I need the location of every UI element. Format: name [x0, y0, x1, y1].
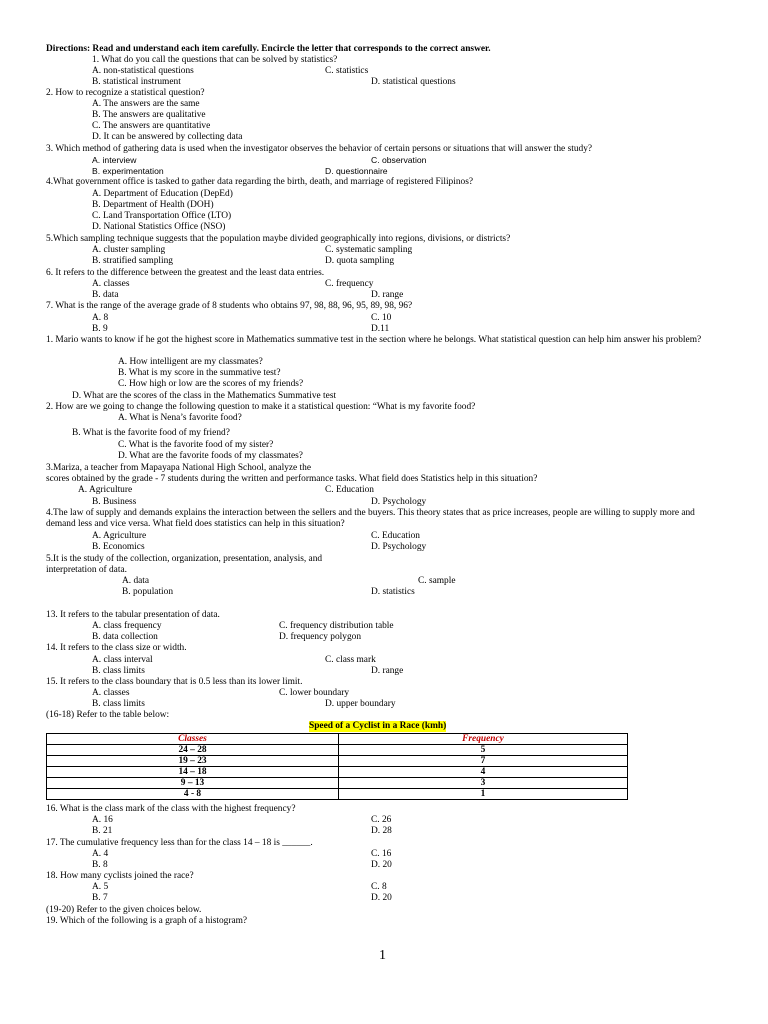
- question-text: 7. What is the range of the average grade of 8 students who obtains 97, 98, 88, 96, 95, 89, 98, 96?: [46, 301, 413, 311]
- question-text: (16-18) Refer to the table below:: [46, 710, 170, 720]
- choice: C. sample: [418, 576, 456, 586]
- choice: C. Education: [325, 485, 374, 495]
- choice: B. 7: [92, 893, 108, 903]
- choice: B. class limits: [92, 666, 145, 676]
- class-cell: 14 – 18: [47, 767, 339, 778]
- choice: B. experimentation: [92, 166, 164, 176]
- choice: D. 20: [371, 893, 392, 903]
- choice: B. What is my score in the summative test?: [118, 368, 281, 378]
- choice: C. The answers are quantitative: [92, 121, 211, 131]
- question-text: 3.Mariza, a teacher from Mapayapa National High School, analyze the: [46, 463, 311, 473]
- choice: B. statistical instrument: [92, 77, 181, 87]
- question-text: 2. How to recognize a statistical question?: [46, 88, 205, 98]
- choice: A. classes: [92, 688, 130, 698]
- choice: A. class frequency: [92, 621, 162, 631]
- choice: B. stratified sampling: [92, 256, 173, 266]
- choice: B. The answers are qualitative: [92, 110, 206, 120]
- frequency-cell: 4: [339, 767, 628, 778]
- question-text: 3. Which method of gathering data is used when the investigator observes the behavior of certain persons or situations that will answer the study?: [46, 144, 593, 154]
- choice: D. National Statistics Office (NSO): [92, 222, 226, 232]
- choice: A. Agriculture: [78, 485, 133, 495]
- frequency-table: [46, 733, 628, 800]
- class-cell: 9 – 13: [47, 778, 339, 789]
- choice: C. frequency: [325, 279, 374, 289]
- table-title: Speed of a Cyclist in a Race (kmh): [309, 721, 447, 731]
- choice: D. statistical questions: [371, 77, 456, 87]
- question-text: 18. How many cyclists joined the race?: [46, 871, 194, 881]
- choice: A. The answers are the same: [92, 99, 200, 109]
- choice: D. What are the favorite foods of my classmates?: [118, 451, 303, 461]
- choice: D. range: [371, 290, 404, 300]
- choice: D. frequency polygon: [279, 632, 362, 642]
- question-text: 1. What do you call the questions that can be solved by statistics?: [92, 55, 338, 65]
- question-text: 19. Which of the following is a graph of a histogram?: [46, 916, 248, 926]
- frequency-cell: 3: [339, 778, 628, 789]
- table-row: [47, 789, 628, 800]
- choice: D. It can be answered by collecting data: [92, 132, 243, 142]
- choice: B. Department of Health (DOH): [92, 200, 214, 210]
- column-header-classes: Classes: [47, 734, 339, 745]
- question-text: 2. How are we going to change the following question to make it a statistical question: “What is my favorite food?: [46, 402, 476, 412]
- choice: D. Psychology: [371, 497, 427, 507]
- frequency-cell: 7: [339, 756, 628, 767]
- choice: C. frequency distribution table: [279, 621, 394, 631]
- choice: D. Psychology: [371, 542, 427, 552]
- choice: B. What is the favorite food of my friend?: [72, 428, 230, 438]
- question-text: 5.Which sampling technique suggests that the population maybe divided geographically into regions, divisions, or districts?: [46, 234, 511, 244]
- choice: D. 28: [371, 826, 392, 836]
- choice: A. How intelligent are my classmates?: [118, 357, 263, 367]
- choice: C. statistics: [325, 66, 369, 76]
- choice: A. 16: [92, 815, 113, 825]
- question-text: 15. It refers to the class boundary that is 0.5 less than its lower limit.: [46, 677, 303, 687]
- choice: B. data collection: [92, 632, 158, 642]
- question-text: 17. The cumulative frequency less than for the class 14 – 18 is ______.: [46, 838, 313, 848]
- choice: C. class mark: [325, 655, 376, 665]
- class-cell: 4 - 8: [47, 789, 339, 800]
- table-row: [47, 745, 628, 756]
- question-text: interpretation of data.: [46, 565, 127, 575]
- frequency-cell: 5: [339, 745, 628, 756]
- choice: C. 26: [371, 815, 392, 825]
- choice: B. 9: [92, 324, 108, 334]
- question-text: scores obtained by the grade - 7 students during the written and performance tasks. What field does Statistics help in this situation?: [46, 474, 538, 484]
- choice: D. range: [371, 666, 404, 676]
- question-text: 16. What is the class mark of the class with the highest frequency?: [46, 804, 296, 814]
- choice: D. statistics: [371, 587, 415, 597]
- question-text: 1. Mario wants to know if he got the highest score in Mathematics summative test in the section where he belongs. What statistical question can help him answer his problem?: [46, 335, 702, 345]
- class-cell: 19 – 23: [47, 756, 339, 767]
- choice: D. upper boundary: [325, 699, 396, 709]
- choice: A. What is Nena’s favorite food?: [118, 413, 242, 423]
- choice: D. quota sampling: [325, 256, 395, 266]
- choice: C. 10: [371, 313, 392, 323]
- choice: B. Economics: [92, 542, 145, 552]
- choice: C. What is the favorite food of my sister?: [118, 440, 274, 450]
- choice: D. 20: [371, 860, 392, 870]
- choice: B. population: [122, 587, 174, 597]
- choice: C. Land Transportation Office (LTO): [92, 211, 232, 221]
- choice: A. Agriculture: [92, 531, 147, 541]
- question-text: 6. It refers to the difference between the greatest and the least data entries.: [46, 268, 325, 278]
- question-text: 5.It is the study of the collection, organization, presentation, analysis, and: [46, 554, 323, 564]
- choice: C. systematic sampling: [325, 245, 413, 255]
- choice: A. 5: [92, 882, 109, 892]
- table-row: [47, 778, 628, 789]
- choice: A. class interval: [92, 655, 153, 665]
- choice: D.11: [371, 324, 390, 334]
- choice: A. 8: [92, 313, 109, 323]
- table-row: [47, 767, 628, 778]
- choice: A. data: [122, 576, 150, 586]
- choice: C. Education: [371, 531, 420, 541]
- choice: B. class limits: [92, 699, 145, 709]
- choice: D. questionnaire: [325, 166, 388, 176]
- choice: D. What are the scores of the class in the Mathematics Summative test: [72, 391, 337, 401]
- choice: A. 4: [92, 849, 109, 859]
- frequency-cell: 1: [339, 789, 628, 800]
- choice: C. How high or low are the scores of my friends?: [118, 379, 304, 389]
- directions: Directions: Read and understand each item carefully. Encircle the letter that corresponds to the correct answer.: [46, 44, 491, 54]
- table-header-row: [47, 734, 628, 745]
- choice: B. 21: [92, 826, 113, 836]
- choice: B. 8: [92, 860, 108, 870]
- choice: C. lower boundary: [279, 688, 350, 698]
- question-text: 14. It refers to the class size or width.: [46, 643, 187, 653]
- choice: A. non-statistical questions: [92, 66, 194, 76]
- column-header-frequency: Frequency: [339, 734, 628, 745]
- question-text: 13. It refers to the tabular presentation of data.: [46, 610, 220, 620]
- choice: C. observation: [371, 155, 427, 165]
- choice: A. classes: [92, 279, 130, 289]
- choice: A. cluster sampling: [92, 245, 166, 255]
- table-row: [47, 756, 628, 767]
- page-number: 1: [379, 948, 386, 963]
- question-text: 4.The law of supply and demands explains the interaction between the sellers and the buyers. This theory states that as price increases, people are willing to supply more and demand less and vice versa. What field does statistics can help in this situation?: [46, 508, 695, 529]
- choice: C. 16: [371, 849, 392, 859]
- class-cell: 24 – 28: [47, 745, 339, 756]
- choice: A. interview: [92, 155, 137, 165]
- choice: B. data: [92, 290, 119, 300]
- choice: C. 8: [371, 882, 387, 892]
- choice: B. Business: [92, 497, 137, 507]
- question-text: 4.What government office is tasked to gather data regarding the birth, death, and marriage of registered Filipinos?: [46, 177, 474, 187]
- question-text: (19-20) Refer to the given choices below.: [46, 905, 202, 915]
- choice: A. Department of Education (DepEd): [92, 189, 233, 199]
